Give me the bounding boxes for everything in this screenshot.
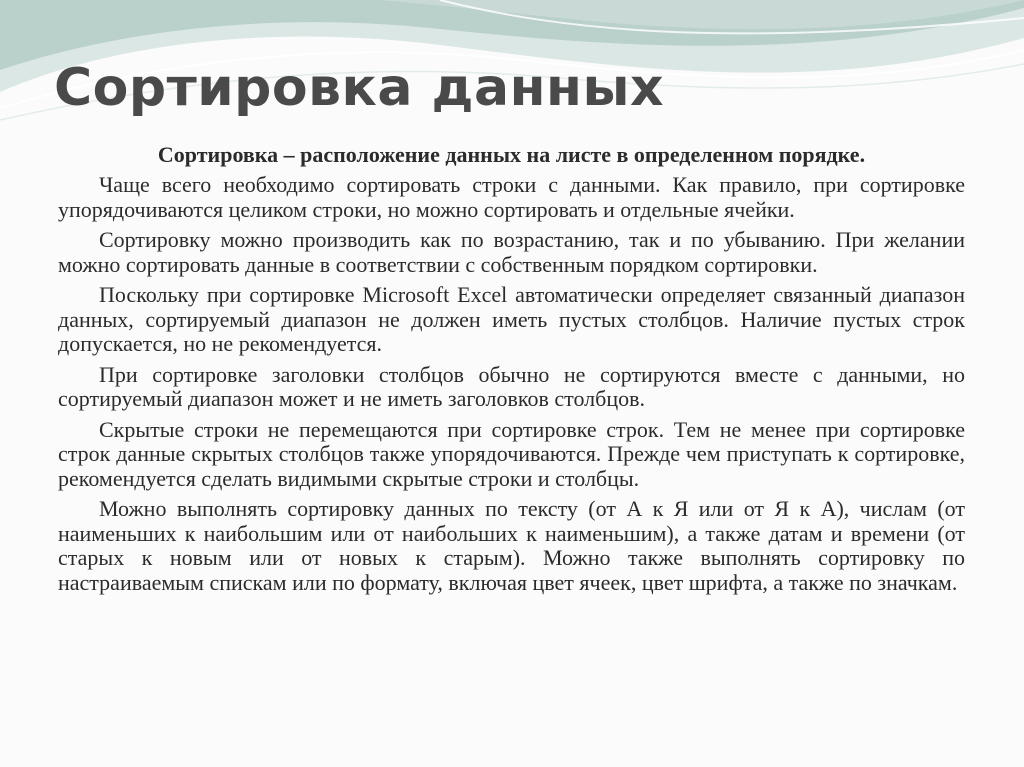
paragraph-6: Можно выполнять сортировку данных по тексту (от А к Я или от Я к А), числам (от наименьших к наибольшим или от наибольших к наименьшим), а также датам и времени (от старых к новым или от новых к старым). Можно также выполнять сортировку по настраиваемым спискам или по формату, включая цвет ячеек, цвет шрифта, а также по значкам. bbox=[58, 496, 965, 595]
paragraph-4: При сортировке заголовки столбцов обычно не сортируются вместе с данными, но сортируемый диапазон может и не иметь заголовков столбцов. bbox=[58, 361, 965, 411]
paragraph-2: Сортировку можно производить как по возрастанию, так и по убыванию. При желании можно сортировать данные в соответствии с собственным порядком сортировки. bbox=[58, 227, 965, 277]
lead-definition: Сортировка – расположение данных на листе в определенном порядке. bbox=[157, 142, 866, 167]
slide-body bbox=[58, 142, 965, 601]
paragraph-5: Скрытые строки не перемещаются при сортировке строк. Тем не менее при сортировке строк данные скрытых столбцов также упорядочиваются. Прежде чем приступать к сортировке, рекомендуется сделать видимыми скрытые строки и столбцы. bbox=[58, 416, 965, 491]
paragraph-1: Чаще всего необходимо сортировать строки с данными. Как правило, при сортировке упорядочиваются целиком строки, но можно сортировать и отдельные ячейки. bbox=[58, 172, 965, 222]
slide-title: Сортировка данных bbox=[54, 58, 665, 118]
paragraph-3: Поскольку при сортировке Microsoft Excel автоматически определяет связанный диапазон данных, сортируемый диапазон не должен иметь пустых столбцов. Наличие пустых строк допускается, но не рекомендуется. bbox=[58, 282, 965, 356]
